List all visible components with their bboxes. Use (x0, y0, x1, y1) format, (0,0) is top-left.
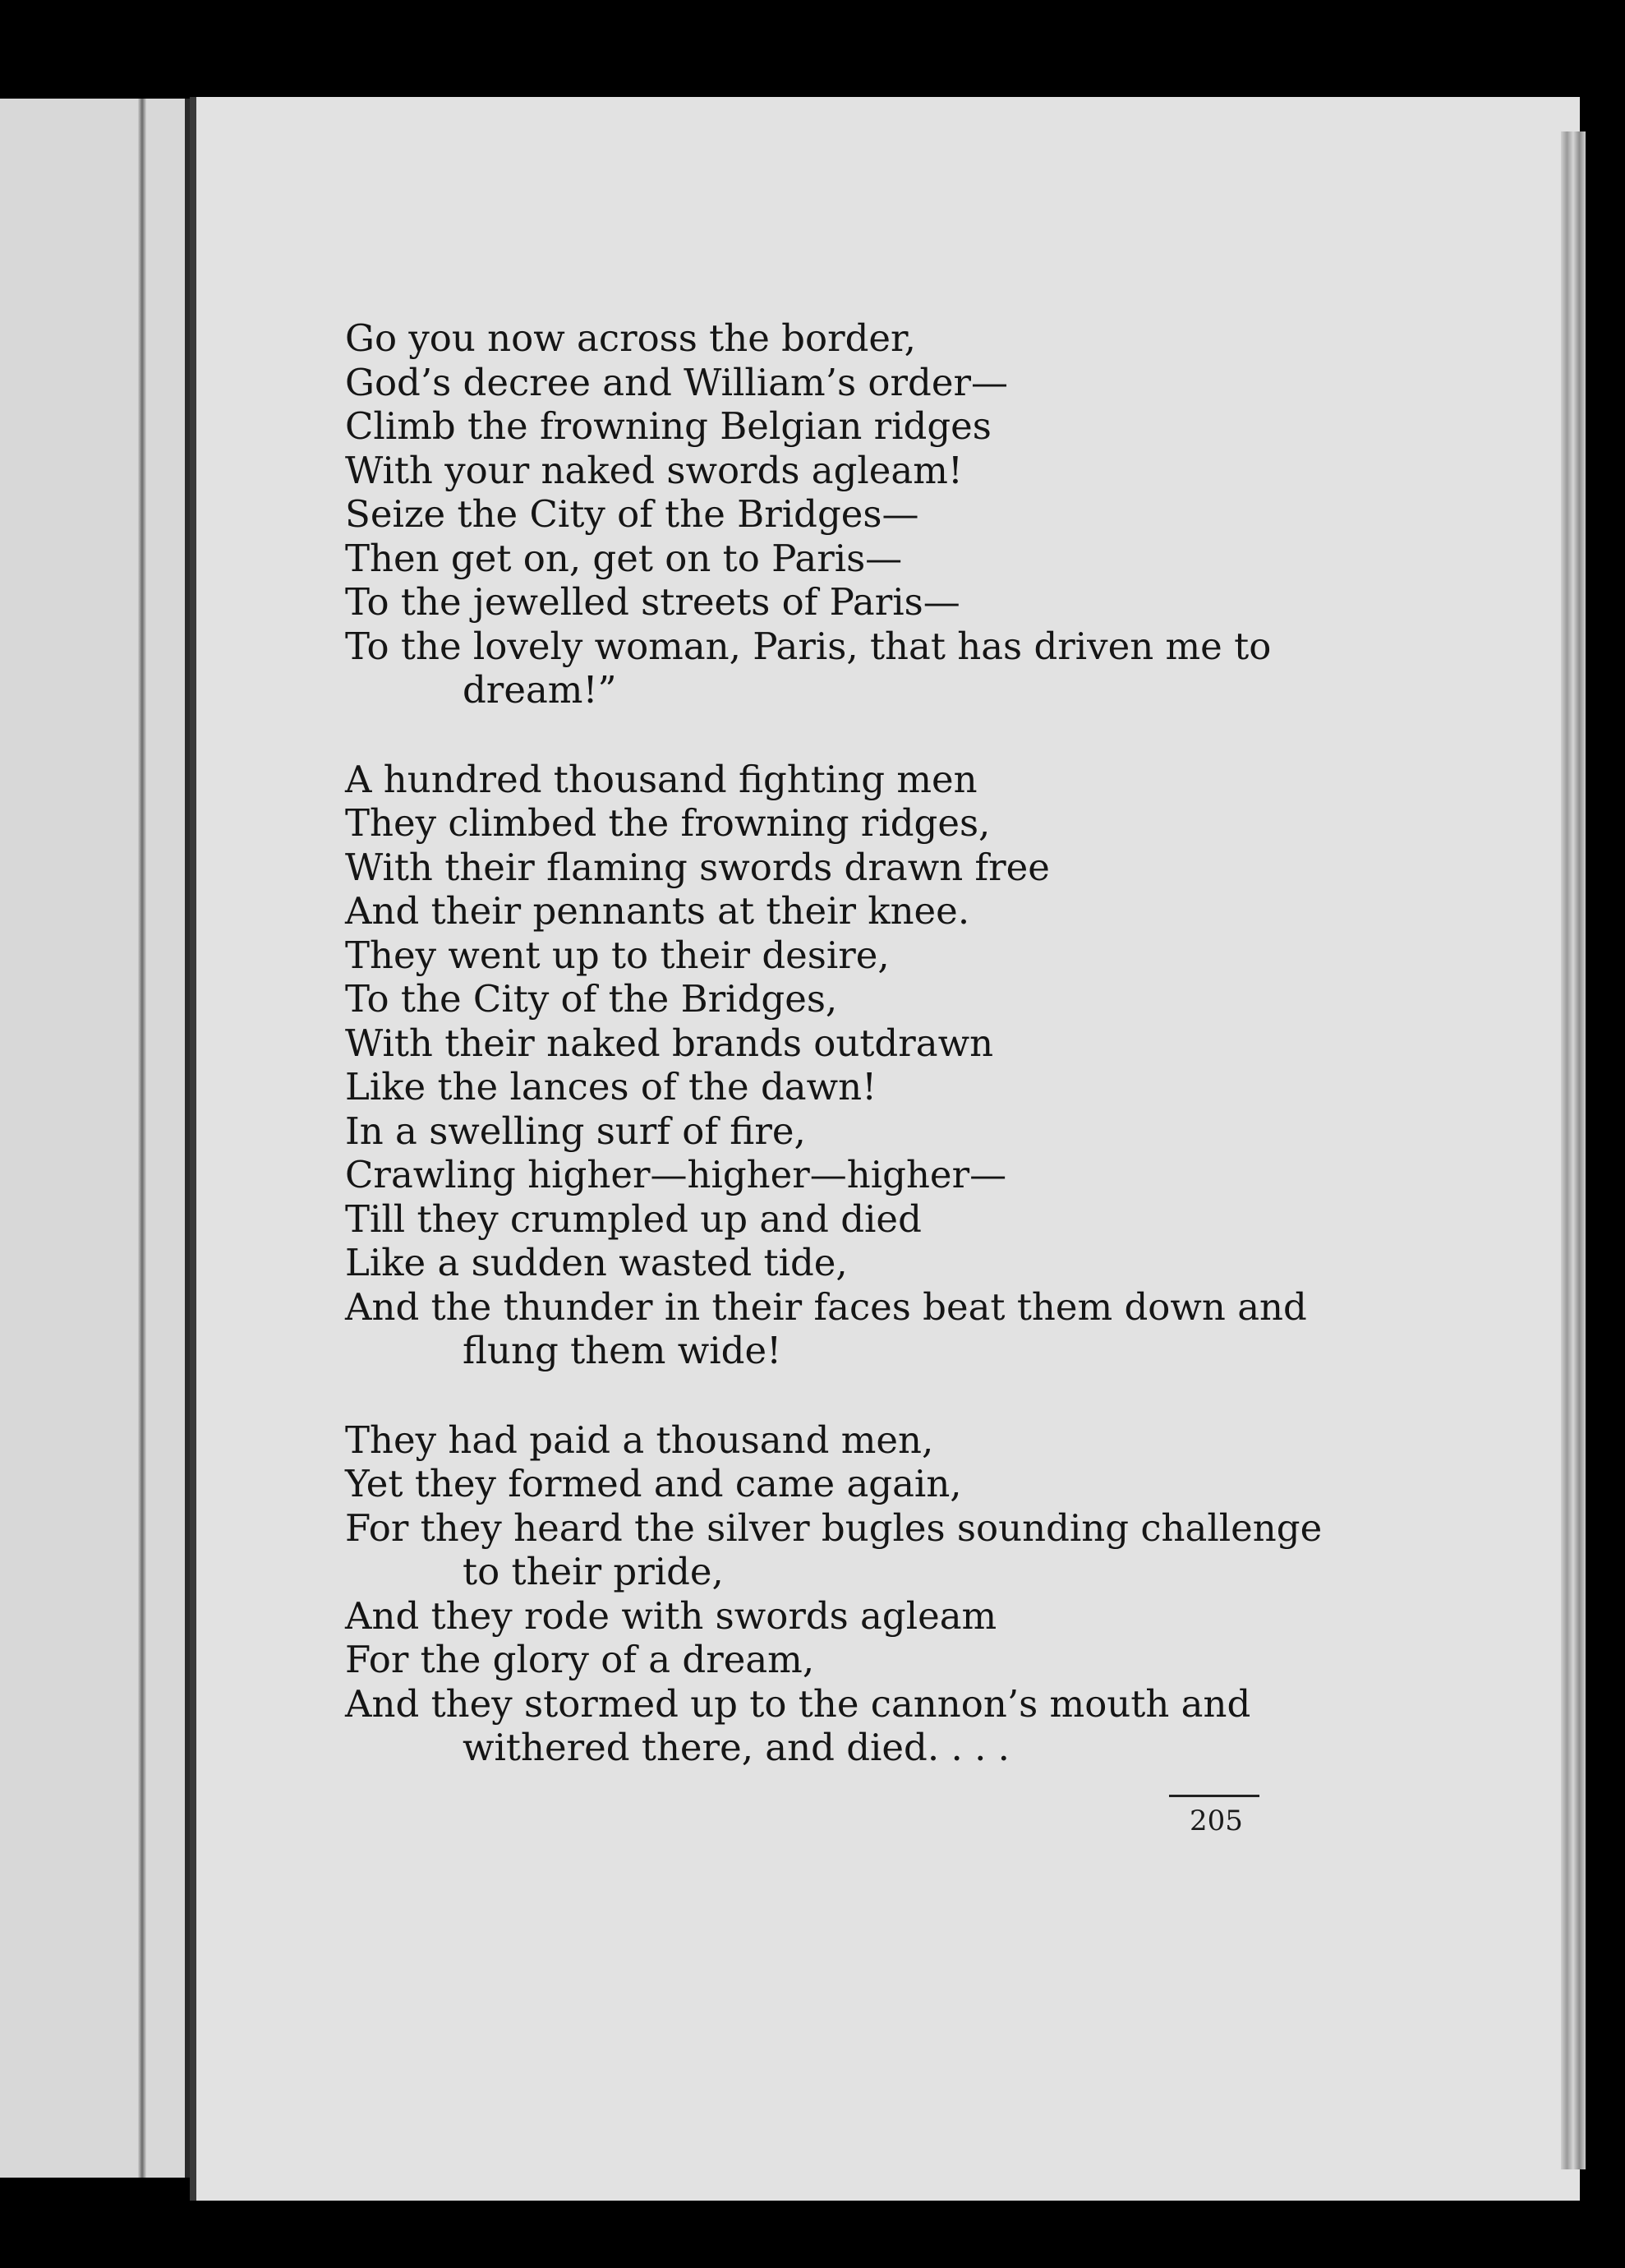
poem-line: Seize the City of the Bridges— (345, 492, 919, 536)
poem-line: Like the lances of the dawn! (345, 1065, 877, 1109)
poem-line: A hundred thousand fighting men (345, 757, 978, 801)
page-edge (1561, 131, 1586, 2169)
poem-line: For the glory of a dream, (345, 1638, 815, 1681)
poem-line-continuation: flung them wide! (463, 1329, 782, 1372)
facing-page (0, 99, 190, 2178)
stanza (345, 758, 1314, 1373)
poem-line: Go you now across the border, (345, 316, 916, 360)
poem-line: And they rode with swords agleam (345, 1593, 997, 1638)
poem-line-continuation: to their pride, (463, 1550, 724, 1593)
poem-line: And the thunder in their faces beat them down and (345, 1284, 1307, 1329)
page-number-rule (1169, 1795, 1259, 1797)
poem-line: With their naked brands outdrawn (345, 1021, 994, 1065)
poem-line: God’s decree and William’s order— (345, 360, 1008, 404)
poem-line: They had paid a thousand men, (345, 1418, 934, 1462)
poem-line-continuation: withered there, and died. . . . (463, 1726, 1010, 1769)
poem-line: To the lovely woman, Paris, that has driven me to (345, 624, 1272, 668)
poem-line: Like a sudden wasted tide, (345, 1241, 848, 1284)
poem-line: And their pennants at their knee. (345, 889, 970, 933)
poem-line: And they stormed up to the cannon’s mouth and (345, 1681, 1251, 1726)
facing-page-gutter (138, 99, 146, 2178)
stanza (345, 316, 1314, 712)
poem-line: For they heard the silver bugles sounding challenge (345, 1505, 1323, 1550)
poem-line: Till they crumpled up and died (345, 1196, 922, 1241)
poem-line-continuation: dream!” (463, 668, 617, 712)
poem-line: In a swelling surf of fire, (345, 1109, 806, 1153)
poem-text (345, 316, 1323, 1815)
poem-line: To the jewelled streets of Paris— (345, 580, 960, 624)
poem-line: Then get on, get on to Paris— (345, 536, 903, 580)
poem-line: To the City of the Bridges, (345, 977, 838, 1021)
poem-line: With their flaming swords drawn free (345, 845, 1050, 889)
poem-line: They went up to their desire, (345, 933, 890, 977)
page-number: 205 (1190, 1805, 1243, 1837)
poem-line: With your naked swords agleam! (345, 448, 964, 492)
stanza (345, 1418, 1323, 1770)
poem-line: Yet they formed and came again, (345, 1462, 962, 1505)
poem-line: They climbed the frowning ridges, (345, 801, 991, 845)
poem-line: Climb the frowning Belgian ridges (345, 404, 992, 448)
poem-line: Crawling higher—higher—higher— (345, 1153, 1007, 1196)
